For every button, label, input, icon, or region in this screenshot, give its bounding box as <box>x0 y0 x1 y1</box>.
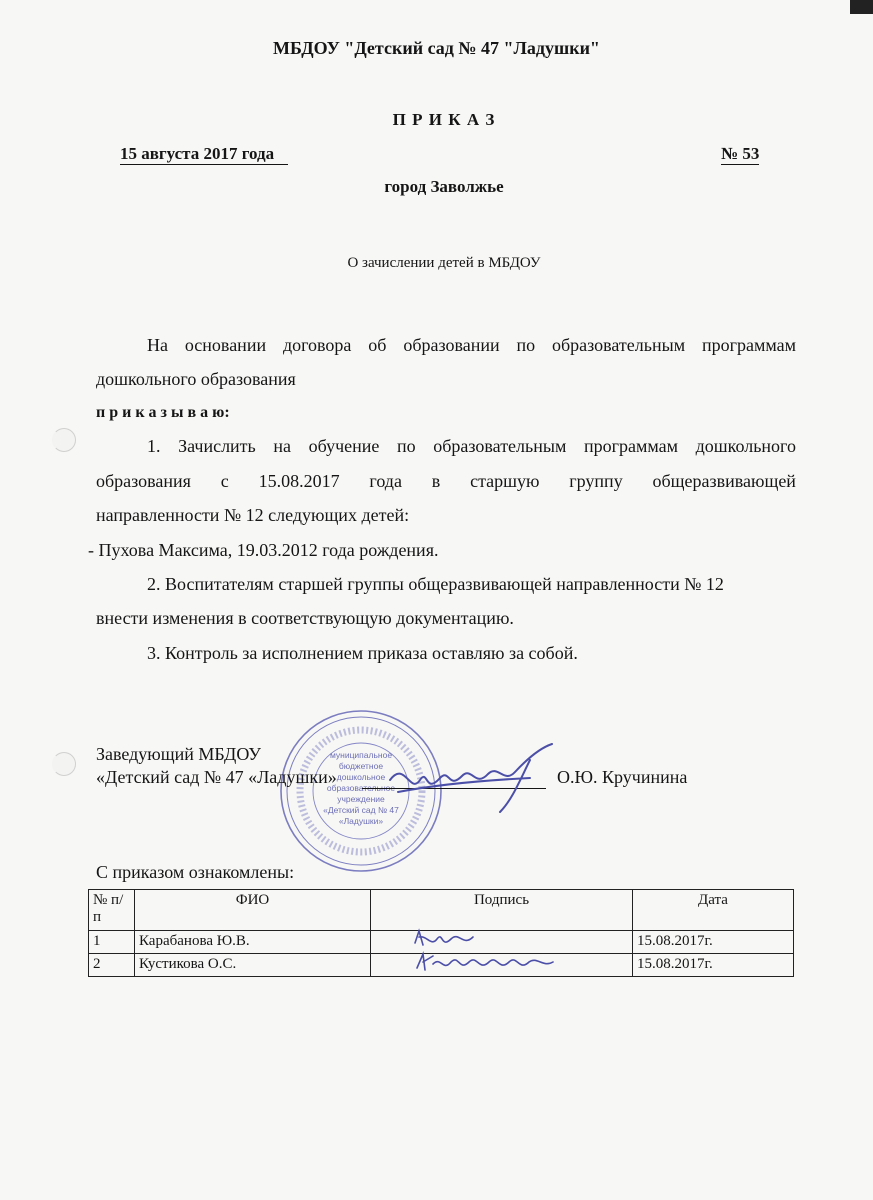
word: по <box>397 436 416 456</box>
org-title: МБДОУ "Детский сад № 47 "Ладушки" <box>273 38 600 58</box>
word: группу <box>569 471 623 491</box>
order-subject: О зачислении детей в МБДОУ <box>347 255 541 271</box>
scan-corner <box>850 0 873 14</box>
word: в <box>431 471 441 491</box>
word: дошкольного <box>695 436 796 456</box>
word: по <box>516 335 536 355</box>
word: на <box>273 436 291 456</box>
stamp-line: муниципальное <box>329 750 393 760</box>
stamp-line: «Ладушки» <box>338 816 384 826</box>
item1-line-2 <box>96 469 796 493</box>
word: программам <box>701 335 796 355</box>
word: 1. <box>147 436 161 456</box>
item2-line-2: внести изменения в соответствующую документацию. <box>96 608 514 628</box>
word: образовании <box>403 335 500 355</box>
word: общеразвивающей <box>652 471 796 491</box>
word: обучение <box>308 436 380 456</box>
intro-line-1 <box>147 333 796 357</box>
word: 15.08.2017 <box>258 471 340 491</box>
item1-line-3: направленности № 12 следующих детей: <box>96 505 410 525</box>
word: образовательным <box>433 436 567 456</box>
row-date: 15.08.2017г. <box>633 954 794 977</box>
stamp-line: дошкольное <box>336 772 386 782</box>
stamp-line: «Детский сад № 47 <box>323 805 399 815</box>
word: года <box>369 471 402 491</box>
row-date: 15.08.2017г. <box>633 931 794 954</box>
row-name: Карабанова Ю.В. <box>135 931 371 954</box>
item3-line: 3. Контроль за исполнением приказа оставляю за собой. <box>147 643 578 663</box>
item1-line-1 <box>147 434 796 458</box>
col-header-name: ФИО <box>135 890 371 931</box>
word: Зачислить <box>178 436 256 456</box>
signer-position-1: Заведующий МБДОУ <box>96 744 262 764</box>
signer-name: О.Ю. Кручинина <box>557 767 688 787</box>
table-row <box>89 954 794 977</box>
acknowledgement-label: С приказом ознакомлены: <box>96 862 295 882</box>
stamp-line: бюджетное <box>338 761 384 771</box>
word: с <box>220 471 229 491</box>
row-name: Кустикова О.С. <box>135 954 371 977</box>
row-num: 1 <box>89 931 135 954</box>
col-header-num: № п/п <box>89 890 135 931</box>
intro-line-2: дошкольного образования <box>96 369 296 389</box>
word: образовательным <box>551 335 686 355</box>
order-date: 15 августа 2017 года <box>120 144 288 165</box>
col-header-signature: Подпись <box>371 890 633 931</box>
handwritten-signature-icon <box>413 948 563 978</box>
row-signature <box>371 954 633 977</box>
item2-line-1: 2. Воспитателям старшей группы общеразвивающей направленности № 12 <box>147 574 724 594</box>
order-city: город Заволжье <box>384 177 504 196</box>
stamp-line: образовательное <box>326 783 396 793</box>
punch-hole <box>52 752 76 776</box>
word: основании <box>184 335 267 355</box>
word: На <box>147 335 168 355</box>
handwritten-signature-icon <box>380 740 560 820</box>
word: программам <box>583 436 679 456</box>
row-num: 2 <box>89 954 135 977</box>
word: образования <box>96 471 191 491</box>
order-number: № 53 <box>721 144 760 163</box>
word: договора <box>282 335 352 355</box>
doc-type-title: П Р И К А З <box>392 110 496 129</box>
punch-hole <box>52 428 76 452</box>
acknowledgement-table <box>88 889 794 977</box>
word: об <box>368 335 387 355</box>
order-word: п р и к а з ы в а ю: <box>96 404 230 421</box>
signer-position-2: «Детский сад № 47 «Ладушки» <box>96 767 337 787</box>
stamp-line: учреждение <box>337 794 385 804</box>
child-entry: - Пухова Максима, 19.03.2012 года рождения. <box>88 540 439 560</box>
word: старшую <box>470 471 540 491</box>
col-header-date: Дата <box>633 890 794 931</box>
